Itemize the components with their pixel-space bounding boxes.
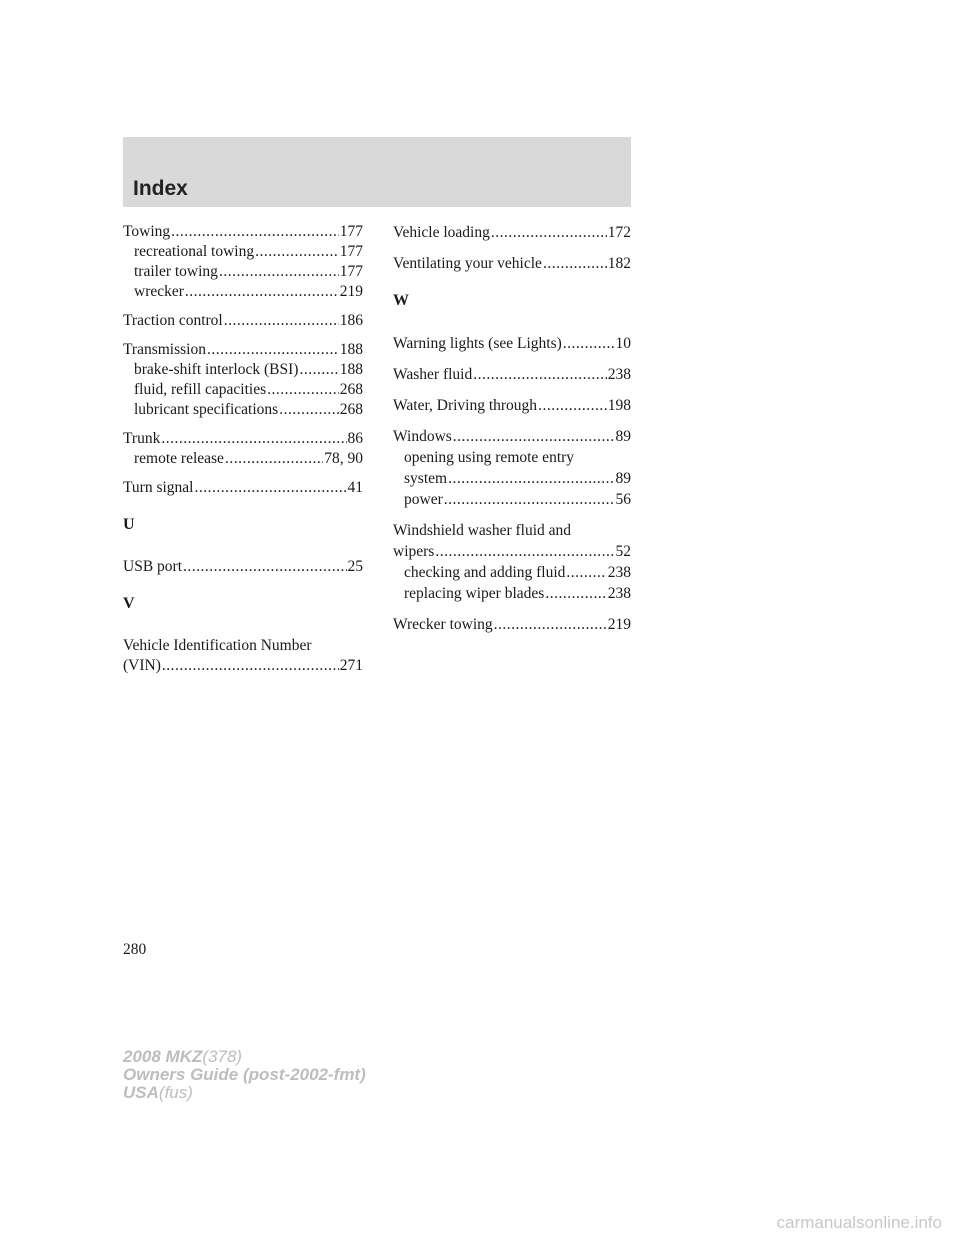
index-entry	[393, 333, 631, 354]
index-page-ref: 41	[347, 479, 363, 496]
index-page-ref: 177	[339, 263, 363, 280]
index-entry-label: Traction control	[123, 312, 223, 329]
index-entry-text: opening using remote entry	[404, 449, 575, 466]
dot-leader	[171, 222, 339, 242]
index-entry	[123, 222, 363, 242]
dot-leader	[473, 364, 607, 385]
index-group	[393, 520, 631, 604]
index-entry-label: Washer fluid	[393, 366, 473, 383]
footer-market: USA	[123, 1083, 159, 1102]
dot-leader	[444, 489, 615, 510]
index-subentry	[123, 282, 363, 302]
index-column-right	[393, 222, 631, 645]
index-page-ref: 86	[347, 430, 363, 447]
dot-leader	[453, 426, 615, 447]
index-entry-label: power	[404, 491, 443, 508]
index-entry-label: Warning lights (see Lights)	[393, 335, 562, 352]
index-entry-label: lubricant specifications	[134, 401, 279, 418]
index-page-ref: 186	[339, 312, 363, 329]
index-group	[123, 222, 363, 302]
footer-guide: Owners Guide (post-2002-fmt)	[123, 1065, 366, 1084]
index-page-ref: 89	[615, 428, 631, 445]
index-subentry	[393, 489, 631, 510]
index-entry-label: Vehicle loading	[393, 224, 490, 241]
index-entry	[123, 557, 363, 577]
dot-leader	[545, 583, 606, 604]
dot-leader	[255, 242, 339, 262]
index-page-ref: 271	[339, 657, 363, 674]
index-subentry	[393, 468, 631, 489]
index-entry	[393, 395, 631, 416]
index-page-ref: 238	[607, 585, 631, 602]
index-group	[123, 557, 363, 577]
dot-leader	[162, 656, 339, 676]
index-page-ref: 25	[347, 558, 363, 575]
index-page-ref: 177	[339, 243, 363, 260]
index-page-ref: 238	[607, 366, 631, 383]
index-page-ref: 172	[607, 224, 631, 241]
index-column-left	[123, 222, 363, 685]
dot-leader	[563, 333, 615, 354]
index-group	[393, 614, 631, 635]
index-page-ref: 56	[615, 491, 631, 508]
index-entry-label: replacing wiper blades	[404, 585, 545, 602]
index-entry-label: wipers	[393, 543, 435, 560]
index-group	[123, 429, 363, 469]
index-entry	[393, 364, 631, 385]
index-page-ref: 177	[339, 223, 363, 240]
index-entry-label: Ventilating your vehicle	[393, 255, 542, 272]
index-group	[123, 340, 363, 420]
watermark: carmanualsonline.info	[776, 1213, 942, 1232]
index-page-ref: 52	[615, 543, 631, 560]
index-entry-label: remote release	[134, 450, 224, 467]
dot-leader	[448, 468, 614, 489]
dot-leader	[185, 282, 339, 302]
index-group	[393, 364, 631, 385]
dot-leader	[566, 562, 606, 583]
index-entry-label: recreational towing	[134, 243, 255, 260]
index-subentry	[123, 242, 363, 262]
dot-leader	[435, 541, 614, 562]
index-entry-label: Towing	[123, 223, 171, 240]
index-subentry	[123, 262, 363, 282]
index-entry	[393, 426, 631, 447]
index-page-ref: 268	[339, 401, 363, 418]
index-subentry	[123, 400, 363, 420]
index-subentry	[123, 449, 363, 469]
index-group	[123, 478, 363, 498]
index-subentry	[123, 380, 363, 400]
dot-leader	[267, 380, 339, 400]
index-entry-text: Windshield washer fluid and	[393, 522, 572, 539]
index-entry	[123, 340, 363, 360]
index-entry-label: Water, Driving through	[393, 397, 538, 414]
footer-model-code: (378)	[202, 1047, 243, 1066]
index-page-ref: 182	[607, 255, 631, 272]
index-page-ref: 89	[615, 470, 631, 487]
index-page-ref: 268	[339, 381, 363, 398]
dot-leader	[207, 340, 339, 360]
index-page-ref: 219	[607, 616, 631, 633]
dot-leader	[161, 429, 346, 449]
index-letter-heading: U	[123, 516, 135, 533]
index-entry-text: Vehicle Identification Number	[123, 637, 312, 654]
dot-leader	[494, 614, 607, 635]
index-entry-label: Wrecker towing	[393, 616, 493, 633]
index-entry-label: wrecker	[134, 283, 184, 300]
index-entry	[123, 656, 363, 676]
index-page-ref: 198	[607, 397, 631, 414]
index-entry-label: trailer towing	[134, 263, 218, 280]
index-group	[393, 426, 631, 510]
dot-leader	[225, 449, 323, 469]
index-page-ref: 219	[339, 283, 363, 300]
index-subentry	[393, 583, 631, 604]
footer-model: 2008 MKZ	[123, 1047, 203, 1066]
index-entry-label: Trunk	[123, 430, 161, 447]
index-page-ref: 188	[339, 341, 363, 358]
footer	[123, 1048, 366, 1102]
index-entry	[123, 478, 363, 498]
index-entry	[393, 253, 631, 274]
page-title: Index	[133, 177, 188, 200]
index-page-ref: 188	[339, 361, 363, 378]
page-number: 280	[123, 941, 147, 958]
index-entry-label: system	[404, 470, 448, 487]
dot-leader	[538, 395, 607, 416]
index-entry	[123, 311, 363, 331]
index-group	[123, 636, 363, 676]
index-group	[393, 253, 631, 274]
index-letter-heading: V	[123, 595, 135, 612]
index-subentry	[123, 360, 363, 380]
index-entry-label: Windows	[393, 428, 452, 445]
index-letter-heading: W	[393, 292, 409, 309]
index-entry-label: checking and adding fluid	[404, 564, 566, 581]
dot-leader	[491, 222, 607, 243]
dot-leader	[224, 311, 339, 331]
index-entry	[393, 541, 631, 562]
index-entry-label: Transmission	[123, 341, 206, 358]
index-page-ref: 78, 90	[324, 450, 363, 467]
index-page-ref: 238	[607, 564, 631, 581]
index-entry-label: brake-shift interlock (BSI)	[134, 361, 299, 378]
header-band	[123, 137, 631, 207]
index-entry	[123, 429, 363, 449]
index-page-ref: 10	[615, 335, 631, 352]
dot-leader	[219, 262, 339, 282]
dot-leader	[183, 557, 347, 577]
index-group	[123, 311, 363, 331]
index-entry	[393, 614, 631, 635]
index-entry-label: USB port	[123, 558, 182, 575]
index-entry-label: Turn signal	[123, 479, 194, 496]
dot-leader	[279, 400, 339, 420]
dot-leader	[543, 253, 607, 274]
index-group	[393, 395, 631, 416]
index-group	[393, 222, 631, 243]
index-entry-label: (VIN)	[123, 657, 161, 674]
index-subentry	[393, 562, 631, 583]
footer-market-code: (fus)	[158, 1083, 193, 1102]
dot-leader	[194, 478, 346, 498]
index-entry-label: fluid, refill capacities	[134, 381, 267, 398]
index-entry	[393, 222, 631, 243]
index-group	[393, 333, 631, 354]
dot-leader	[299, 360, 338, 380]
